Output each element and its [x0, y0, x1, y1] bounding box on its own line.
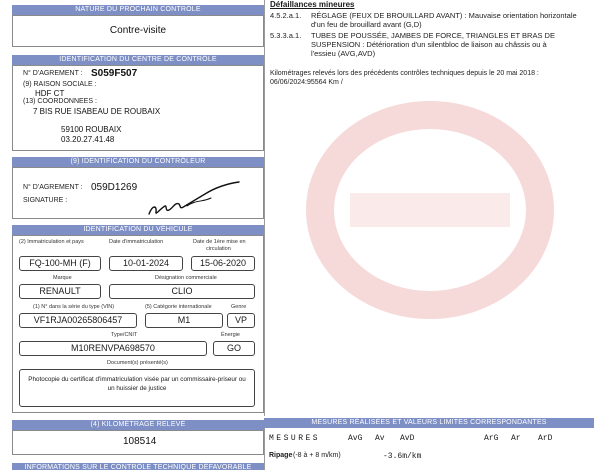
coordonnees-label: (13) COORDONNEES :: [23, 98, 97, 105]
signature-image: [143, 180, 243, 218]
col-av: Av: [375, 434, 385, 443]
controleur-agrement-value: 059D1269: [91, 182, 138, 193]
vehicule-header: IDENTIFICATION DU VÉHICULE: [12, 225, 264, 235]
watermark-logo: [290, 95, 570, 325]
km-history-line-2: 06/06/2024:95564 Km /: [270, 79, 343, 86]
controleur-header: (9) IDENTIFICATION DU CONTRÔLEUR: [12, 157, 264, 167]
centre-address: 7 BIS RUE ISABEAU DE ROUBAIX: [33, 107, 161, 116]
defaillance-text-1-line-2: d'un feu de brouillard avant (G,D): [311, 20, 422, 29]
date-first-value: 15-06-2020: [191, 256, 255, 271]
genre-value: VP: [227, 313, 255, 328]
centre-agrement-label: N° D'AGREMENT :: [23, 70, 83, 77]
vehicule-box: [12, 235, 264, 413]
col-arg: ArG: [484, 434, 499, 443]
docs-value-line-1: Photocopie du certificat d'immatriculation visée par un commissaire-priseur ou: [28, 376, 246, 383]
kilometrage-value: 108514: [123, 436, 157, 447]
categorie-label: (5) Catégorie internationale: [145, 304, 212, 310]
marque-label: Marque: [53, 275, 72, 281]
energie-value: GO: [213, 341, 255, 356]
date-immat-label: Date d'immatriculation: [109, 239, 164, 245]
type-label: Type/CNIT: [111, 332, 138, 338]
raison-sociale-value: HDF CT: [35, 89, 65, 98]
col-avg: AvG: [348, 434, 363, 443]
docs-label: Document(s) présenté(s): [107, 360, 168, 366]
designation-value: CLIO: [109, 284, 255, 299]
controleur-box: [12, 167, 264, 219]
defaillance-text-2-line-1: TUBES DE POUSSÉE, JAMBES DE FORCE, TRIANGLES ET BRAS DE: [311, 31, 555, 40]
immat-label: (2) Immatriculation et pays: [19, 239, 84, 245]
centre-city: 59100 ROUBAIX: [61, 125, 122, 134]
genre-label: Genre: [231, 304, 247, 310]
kilometrage-box: [12, 430, 264, 455]
centre-header: IDENTIFICATION DU CENTRE DE CONTRÔLE: [12, 55, 264, 65]
controleur-agrement-label: N° D'AGREMENT :: [23, 184, 83, 191]
type-value: M10RENVPA698570: [19, 341, 207, 356]
defaillance-text-1-line-1: RÉGLAGE (FEUX DE BROUILLARD AVANT) : Mauvaise orientation horizontale: [311, 11, 577, 20]
designation-label: Désignation commerciale: [155, 275, 217, 281]
date-first-label-2: circulation: [206, 246, 231, 252]
vin-label: (1) N° dans la série du type (VIN): [33, 304, 115, 310]
docs-value-line-2: un huissier de justice: [107, 385, 167, 392]
nature-value: Contre-visite: [109, 25, 167, 36]
centre-box: [12, 65, 264, 151]
col-ard: ArD: [538, 434, 553, 443]
informations-header: INFORMATIONS SUR LE CONTRÔLE TECHNIQUE DÉFAVORABLE: [12, 463, 264, 470]
mesures-header: MESURES RÉALISÉES ET VALEURS LIMITES CORRESPONDANTES: [264, 418, 594, 428]
nature-box: [12, 15, 264, 47]
mesures-label: MESURES: [269, 434, 321, 443]
vin-value: VF1RJA00265806457: [19, 313, 137, 328]
kilometrage-header: (4) KILOMÉTRAGE RELEVÉ: [12, 420, 264, 430]
immat-value: FQ-100-MH (F): [19, 256, 101, 271]
centre-agrement-value: S059F507: [91, 68, 138, 79]
ripage-label: Ripage: [269, 452, 293, 459]
col-avd: AvD: [400, 434, 415, 443]
defaillance-code-1: 4.5.2.a.1.: [270, 11, 302, 20]
date-first-label-1: Date de 1ère mise en: [193, 239, 246, 245]
nature-header: NATURE DU PROCHAIN CONTRÔLE: [12, 5, 264, 15]
ripage-value: -3.6m/km: [383, 452, 422, 461]
column-divider: [264, 0, 265, 416]
date-immat-value: 10-01-2024: [109, 256, 183, 271]
defaillance-code-2: 5.3.3.a.1.: [270, 31, 302, 40]
signature-label: SIGNATURE :: [23, 197, 68, 204]
ripage-range: (-8 à + 8 m/km): [293, 452, 341, 459]
raison-sociale-label: (9) RAISON SOCIALE :: [23, 81, 97, 88]
mesures-box: [264, 428, 594, 470]
marque-value: RENAULT: [19, 284, 101, 299]
categorie-value: M1: [145, 313, 223, 328]
docs-box: [19, 369, 255, 407]
centre-phone: 03.20.27.41.48: [61, 135, 115, 144]
energie-label: Énergie: [221, 332, 240, 338]
col-ar: Ar: [511, 434, 521, 443]
defaillances-title: Défaillances mineures: [270, 0, 355, 9]
defaillance-text-2-line-3: l'essieu (AVG,AVD): [311, 49, 376, 58]
km-history-line-1: Kilométrages relevés lors des précédents contrôles techniques depuis le 20 mai 2018 :: [270, 70, 539, 77]
defaillance-text-2-line-2: SUSPENSION : Détérioration d'un silentbloc de liaison au châssis ou à: [311, 40, 547, 49]
